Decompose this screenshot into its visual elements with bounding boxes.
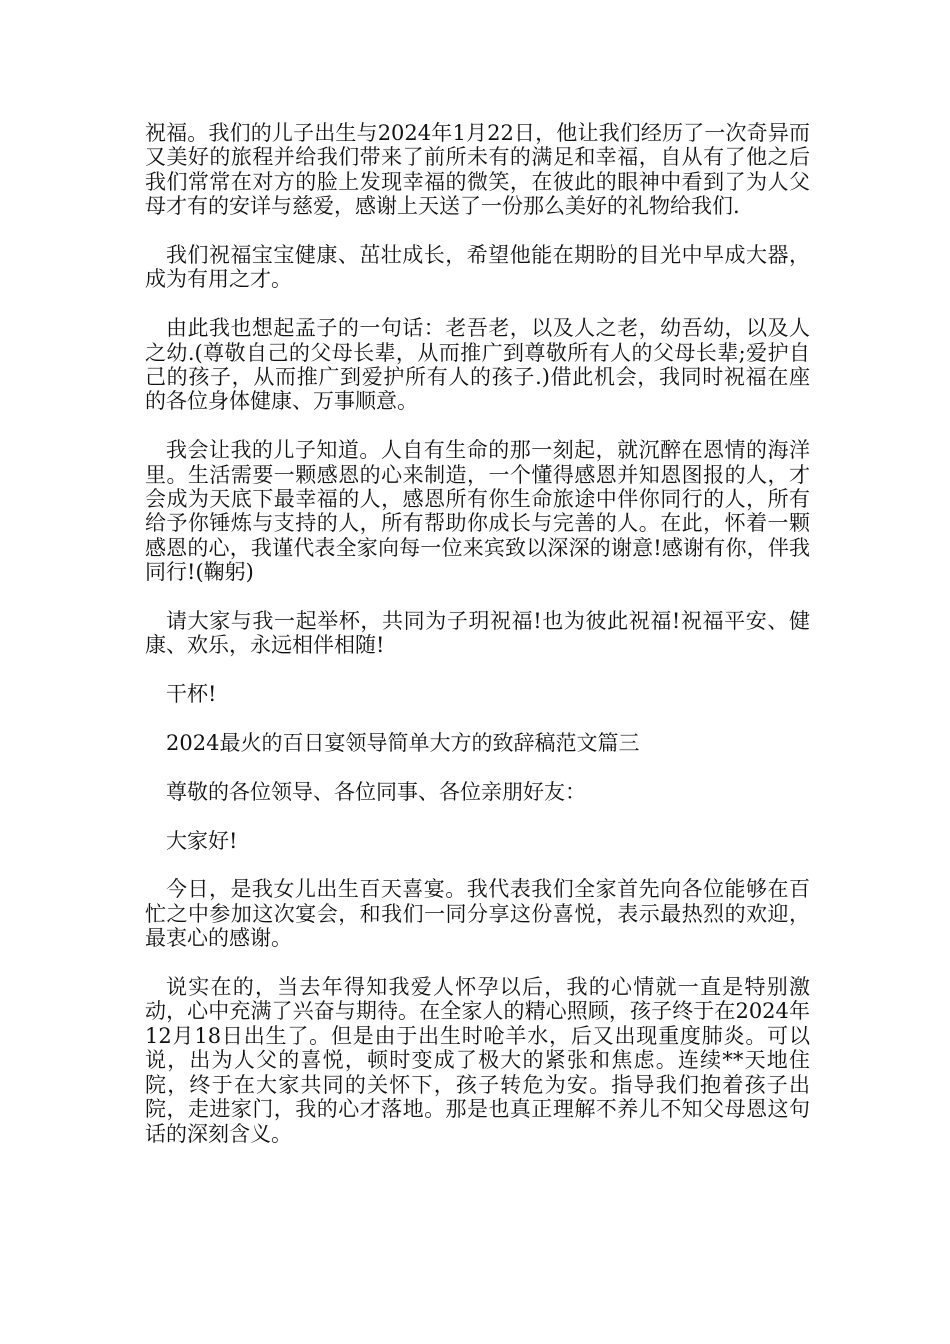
paragraph-welcome: 今日，是我女儿出生百天喜宴。我代表我们全家首先向各位能够在百忙之中参加这次宴会，和我们一同分享这份喜悦，表示最热烈的欢迎，最衷心的感谢。: [145, 877, 810, 951]
paragraph-mencius-quote: 由此我也想起孟子的一句话：老吾老，以及人之老，幼吾幼，以及人之幼.(尊敬自己的父母长辈，从而推广到尊敬所有人的父母长辈;爱护自己的孩子，从而推广到爱护所有人的孩子.)借此机会，我同时祝福在座的各位身体健康、万事顺意。: [145, 316, 810, 414]
section-heading: 2024最火的百日宴领导简单大方的致辞稿范文篇三: [166, 731, 640, 756]
paragraph-cheers: 干杯!: [166, 682, 217, 707]
paragraph-continuation: 祝福。我们的儿子出生与2024年1月22日，他让我们经历了一次奇异而又美好的旅程并给我们带来了前所未有的满足和幸福，自从有了他之后我们常常在对方的脸上发现幸福的微笑，在彼此的眼神中看到了为人父母才有的安详与慈爱，感谢上天送了一份那么美好的礼物给我们.: [145, 121, 810, 219]
paragraph-greeting: 大家好!: [166, 828, 238, 853]
paragraph-salutation: 尊敬的各位领导、各位同事、各位亲朋好友：: [166, 779, 586, 804]
paragraph-blessing-baby: 我们祝福宝宝健康、茁壮成长，希望他能在期盼的目光中早成大器，成为有用之才。: [145, 243, 810, 292]
paragraph-toast: 请大家与我一起举杯，共同为子玥祝福!也为彼此祝福!祝福平安、健康、欢乐，永远相伴相随!: [145, 609, 810, 658]
paragraph-story: 说实在的，当去年得知我爱人怀孕以后，我的心情就一直是特别激动，心中充满了兴奋与期待。在全家人的精心照顾，孩子终于在2024年12月18日出生了。但是由于出生时呛羊水，后又出现重度肺炎。可以说，出为人父的喜悦，顿时变成了极大的紧张和焦虑。连续**天地住院，终于在大家共同的关怀下，孩子转危为安。指导我们抱着孩子出院，走进家门，我的心才落地。那是也真正理解不养儿不知父母恩这句话的深刻含义。: [145, 975, 810, 1146]
paragraph-gratitude: 我会让我的儿子知道。人自有生命的那一刻起，就沉醉在恩情的海洋里。生活需要一颗感恩的心来制造，一个懂得感恩并知恩图报的人，才会成为天底下最幸福的人，感恩所有你生命旅途中伴你同行的人，所有给予你锤炼与支持的人，所有帮助你成长与完善的人。在此，怀着一颗感恩的心，我谨代表全家向每一位来宾致以深深的谢意!感谢有你，伴我同行!(鞠躬): [145, 438, 810, 585]
document-body: [145, 121, 810, 1170]
